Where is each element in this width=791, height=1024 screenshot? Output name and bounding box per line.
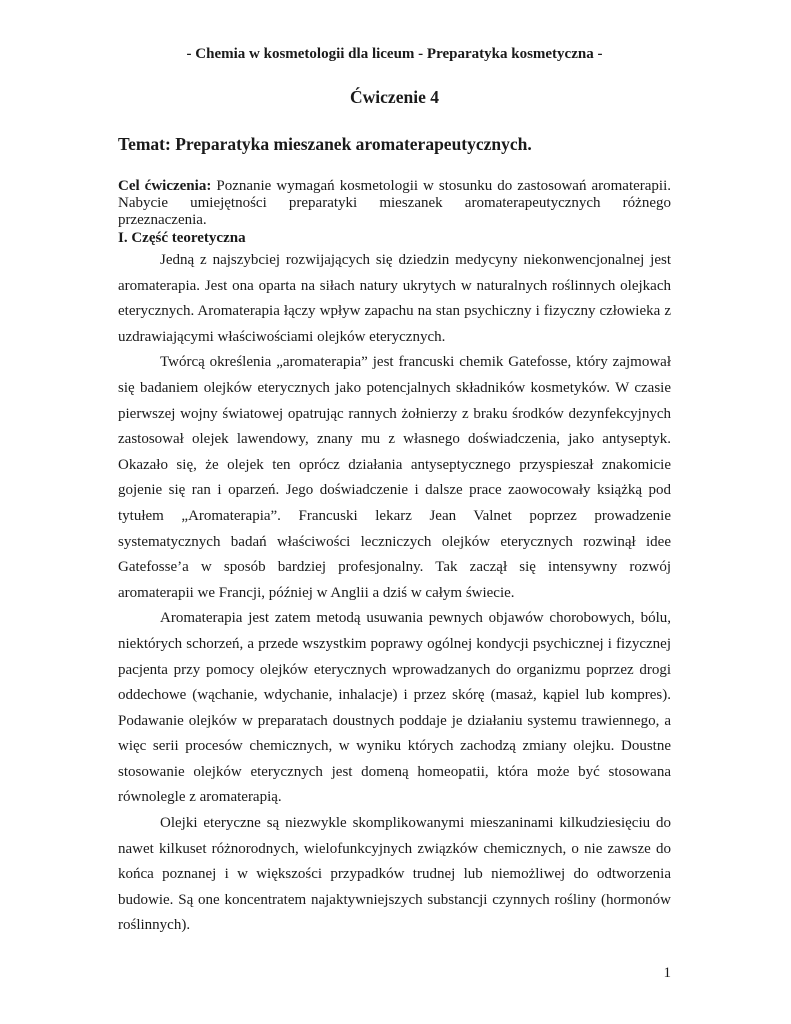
body-text bbox=[118, 248, 671, 939]
paragraph: Twórcą określenia „aromaterapia” jest francuski chemik Gatefosse, który zajmował się badaniem olejków eterycznych jako potencjalnych składników kosmetyków. W czasie pierwszej wojny światowej opatrując rannych żołnierzy z braku środków dezynfekcyjnych zastosował olejek lawendowy, znany mu z własnego doświadczenia, jako antyseptyk. Okazało się, że olejek ten oprócz działania antyseptycznego przyspieszał znakomicie gojenie się ran i oparzeń. Jego doświadczenie i dalsze prace zaowocowały książką pod tytułem „Aromaterapia”. Francuski lekarz Jean Valnet poprzez prowadzenie systematycznych badań właściwości leczniczych olejków eterycznych rozwinął idee Gatefosse’a w sposób bardziej profesjonalny. Tak zaczął się intensywny rozwój aromaterapii we Francji, później w Anglii a dziś w całym świecie. bbox=[118, 354, 671, 601]
page-number: 1 bbox=[663, 965, 671, 981]
exercise-goal bbox=[118, 178, 671, 229]
running-header: - Chemia w kosmetologii dla liceum - Preparatyka kosmetyczna - bbox=[186, 46, 603, 62]
section-heading: I. Część teoretyczna bbox=[118, 230, 246, 246]
topic-heading: Temat: Preparatyka mieszanek aromaterapeutycznych. bbox=[118, 134, 532, 154]
goal-text: Poznanie wymagań kosmetologii w stosunku do zastosowań aromaterapii. Nabycie umiejętności preparatyki mieszanek aromaterapeutycznych różnego przeznaczenia. bbox=[118, 178, 672, 228]
paragraph: Olejki eteryczne są niezwykle skomplikowanymi mieszaninami kilkudziesięciu do nawet kilkuset różnorodnych, wielofunkcyjnych związków chemicznych, o nie zawsze do końca poznanej i w większości przypadków trudnej lub niemożliwej do odtworzenia budowie. Są one koncentratem najaktywniejszych substancji czynnych rośliny (hormonów roślinnych). bbox=[118, 815, 671, 934]
paragraph: Jedną z najszybciej rozwijających się dziedzin medycyny niekonwencjonalnej jest aromaterapia. Jest ona oparta na siłach natury ukrytych w naturalnych roślinnych olejkach eterycznych. Aromaterapia łączy wpływ zapachu na stan psychiczny i fizyczny człowieka z uzdrawiającymi właściwościami olejków eterycznych. bbox=[118, 252, 671, 345]
document-page bbox=[118, 0, 671, 1024]
goal-label: Cel ćwiczenia: bbox=[118, 178, 212, 194]
exercise-title: Ćwiczenie 4 bbox=[350, 87, 439, 107]
paragraph: Aromaterapia jest zatem metodą usuwania pewnych objawów chorobowych, bólu, niektórych schorzeń, a przede wszystkim poprawy ogólnej kondycji psychicznej i fizycznej pacjenta przy pomocy olejków eterycznych wprowadzanych do organizmu poprzez drogi oddechowe (wąchanie, wdychanie, inhalacje) i przez skórę (masaż, kąpiel lub kompres). Podawanie olejków w preparatach doustnych poddaje je działaniu systemu trawiennego, a więc serii procesów chemicznych, w wyniku których zachodzą zmiany olejku. Doustne stosowanie olejków eterycznych jest domeną homeopatii, która może być stosowana równolegle z aromaterapią. bbox=[118, 610, 671, 806]
